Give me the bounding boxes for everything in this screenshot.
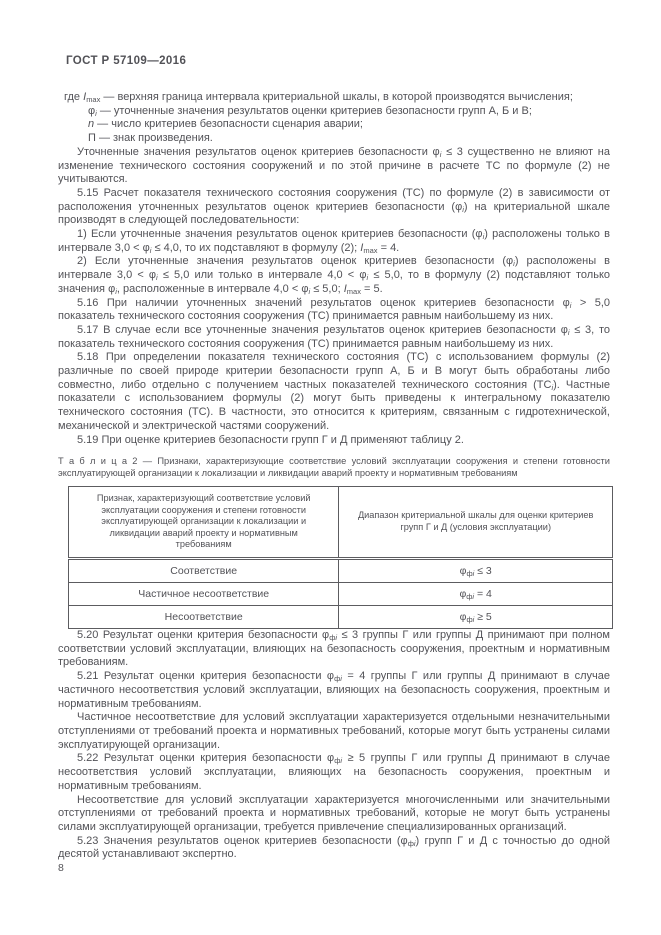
para-5-22: 5.22 Результат оценки критерия безопасности $\varphi_{фi} \ge 5$ группы Г или группы Д принимают в случае несоответствия условий эксплуатации, влияющих на безопасность сооружения, проектным и нормативным требованиям. [58, 752, 610, 792]
para-5-17: 5.17 В случае если все уточненные значения результатов оценок критериев безопасности $\varphi_i \le 3$, то показатель технического состояния сооружения (ТС) принимается равным наибольшему из них. [58, 323, 610, 350]
document-content [58, 91, 610, 876]
para-5-20: 5.20 Результат оценки критерия безопасности $\varphi_{фi} \le 3$ группы Г или группы Д принимают при полном соответствии условий эксплуатации, влияющих на безопасность сооружения, проектным и нормативным требованиям. [58, 629, 610, 669]
para-5-19: 5.19 При оценке критериев безопасности групп Г и Д применяют таблицу 2. [77, 433, 464, 446]
range-cell: $\varphi_{фi} \le 3$ [339, 559, 613, 583]
def-n: n — число критериев безопасности сценария аварии; [88, 118, 363, 131]
standard-number: ГОСТ Р 57109—2016 [66, 55, 187, 67]
range-cell: $\varphi_{фi} \ge 5$ [339, 606, 613, 629]
para-5-15: 5.15 Расчет показателя технического состояния сооружения (ТС) по формуле (2) в зависимости от расположения уточненных результатов оценок критериев безопасности $(\varphi_i)$ на критериальной шкале производят в следующей последовательности: [58, 186, 611, 227]
table-row [69, 583, 613, 606]
col-header-feature: Признак, характеризующий соответствие условий эксплуатации сооружения и степени готовности эксплуатирующей организации к локализации и ликвидации аварий проекту и нормативным требованиям [69, 487, 339, 559]
para-partial-note: Частичное несоответствие для условий эксплуатации характеризуется отдельными незначительными отступлениями от требований проекта и нормативных требований, которые могут быть устранены силами эксплуатирующей организации. [58, 711, 610, 751]
para-noncompliance-note: Несоответствие для условий эксплуатации характеризуется многочисленными или значительными отступлениями от требований проекта и нормативных требований, которые не могут быть устранены силами эксплуатирующей организации, требуется привлечение специализированных организаций. [58, 793, 610, 833]
table-2 [68, 486, 613, 629]
table-row [69, 606, 613, 629]
feature-cell: Несоответствие [69, 606, 339, 629]
feature-cell: Соответствие [69, 559, 339, 583]
def-pi: П — знак произведения. [88, 132, 213, 145]
table-header-row [69, 487, 613, 559]
para-item-1: 1) Если уточненные значения результатов оценок критериев безопасности $(\varphi_i)$ расположены только в интервале $3,0 < \varphi_i \le 4,0$, то их подставляют в формулу (2); $I_{max} = 4$. [58, 228, 611, 255]
feature-cell: Частичное несоответствие [69, 583, 339, 606]
para-5-21: 5.21 Результат оценки критерия безопасности $\varphi_{фi} = 4$ группы Г или группы Д принимают в случае частичного несоответствия условий эксплуатации, влияющих на безопасность сооружения, проектным и нормативным требованиям. [58, 670, 610, 710]
table-2-caption: Т а б л и ц а 2 — Признаки, характеризующие соответствие условий эксплуатации сооружения и степени готовности эксплуатирующей организации к локализации и ликвидации аварий проекту и нормативным требованиям [58, 456, 610, 478]
def-phi: $\varphi_i$ — уточненные значения результатов оценки критериев безопасности групп А, Б и В; [88, 104, 532, 118]
col-header-range: Диапазон критериальной шкалы для оценки критериев групп Г и Д (условия эксплуатации) [339, 487, 613, 559]
para-5-23: 5.23 Значения результатов оценок критериев безопасности $(\varphi_{фi})$ групп Г и Д с точностью до одной десятой устанавливают экспертно. [58, 834, 611, 861]
table-row [69, 559, 613, 583]
para-5-16: 5.16 При наличии уточненных значений результатов оценок критериев безопасности $\varphi_i > 5,0$ показатель технического состояния сооружения (ТС) принимается равным наибольшему из них. [58, 296, 610, 323]
page-number: 8 [58, 862, 64, 875]
para-item-2: 2) Если уточненные значения результатов оценок критериев безопасности $(\varphi_i)$ расположены в интервале $3,0 < \varphi_i \le 5,0$ или только в интервале $4,0 < \varphi_i \le 5,0$, то в формулу (2) подставляют только значения $\varphi_i$, расположенные в интервале $4,0 < \varphi_i \le 5,0$; $I_{max} = 5$. [58, 255, 611, 296]
para-5-18: 5.18 При определении показателя технического состояния (ТС) с использованием формулы (2) различные по своей природе критерии безопасности групп А, Б и В могут быть обработаны либо совместно, либо отдельно с получением частных показателей технического состояния $(ТС_i)$. Частные показатели с использованием формулы (2) могут быть приведены к интегральному показателю технического состояния (ТС). В частности, это относится к критериям, связанным с гидротехнической, механической и электрической частями сооружений. [58, 351, 610, 432]
def-imax: где $I_{max}$ — верхняя граница интервала критериальной шкалы, в которой производятся вычисления; [64, 91, 573, 104]
range-cell: $\varphi_{фi} = 4$ [339, 583, 613, 606]
para-phi-note: Уточненные значения результатов оценок критериев безопасности $\varphi_i \le 3$ существенно не влияют на изменение технического состояния сооружений и по этой причине в расчете ТС по формуле (2) не учитываются. [58, 145, 610, 186]
